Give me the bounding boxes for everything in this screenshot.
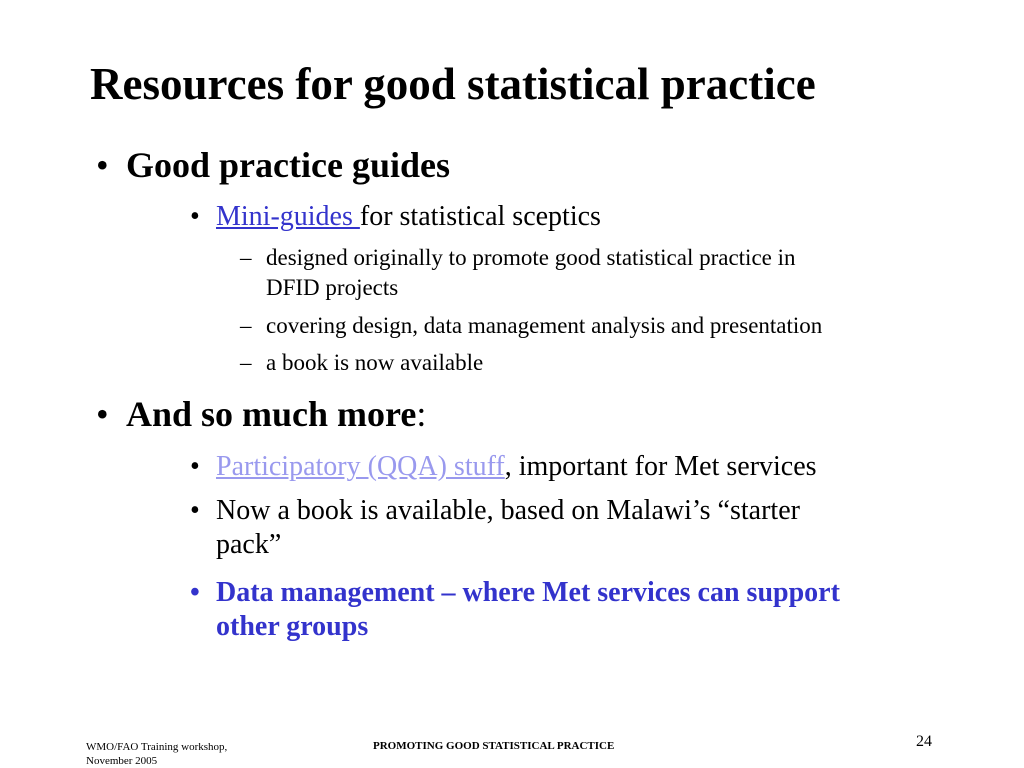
subitem-book-available — [240, 348, 980, 378]
section-heading — [126, 394, 426, 435]
item-text — [216, 576, 990, 644]
section-heading: Good practice guides — [126, 145, 450, 185]
subitem-line-1: designed originally to promote good statistical practice in — [266, 245, 796, 270]
footer-workshop-info — [86, 740, 227, 768]
subitem-text: covering design, data management analysis and presentation — [266, 313, 823, 338]
dash-marker: – — [240, 350, 252, 375]
item-rest-text: , important for Met services — [504, 451, 817, 482]
bullet-marker: • — [190, 201, 200, 232]
bullet-marker: • — [96, 394, 109, 434]
subitem-covering-design — [240, 311, 980, 341]
footer-line-2: November 2005 — [86, 755, 158, 767]
subitem-text — [266, 243, 980, 303]
item-text — [216, 450, 990, 484]
item-line-1: Now a book is available, based on Malawi’s “starter — [216, 495, 800, 526]
item-malawi-book — [190, 494, 990, 562]
page-number: 24 — [916, 733, 932, 750]
item-data-management — [190, 576, 990, 644]
bullet-marker: • — [190, 495, 200, 526]
bullet-marker: • — [190, 451, 200, 482]
section-heading-text: And so much more — [126, 394, 417, 434]
dash-marker: – — [240, 313, 252, 338]
item-line-1: Data management – where Met services can support — [216, 577, 840, 608]
item-participatory — [190, 450, 990, 484]
participatory-link[interactable]: Participatory (QQA) stuff — [216, 451, 505, 482]
footer-title: PROMOTING GOOD STATISTICAL PRACTICE — [373, 740, 615, 752]
bullet-marker: • — [190, 577, 200, 608]
subitem-designed-originally — [240, 243, 980, 303]
mini-guides-link[interactable]: Mini-guides — [216, 201, 360, 232]
item-line-2: pack” — [216, 529, 282, 560]
bullet-marker: • — [96, 145, 109, 185]
section-heading-colon: : — [416, 394, 427, 434]
dash-marker: – — [240, 245, 252, 270]
subitem-text: a book is now available — [266, 350, 484, 375]
item-text — [216, 494, 990, 562]
item-mini-guides — [190, 200, 990, 234]
footer-line-1: WMO/FAO Training workshop, — [86, 741, 228, 753]
item-text — [216, 200, 990, 234]
slide-title: Resources for good statistical practice — [90, 59, 816, 109]
item-rest-text: for statistical sceptics — [359, 201, 601, 232]
subitem-line-2: DFID projects — [266, 275, 399, 300]
item-line-2: other groups — [216, 611, 369, 642]
